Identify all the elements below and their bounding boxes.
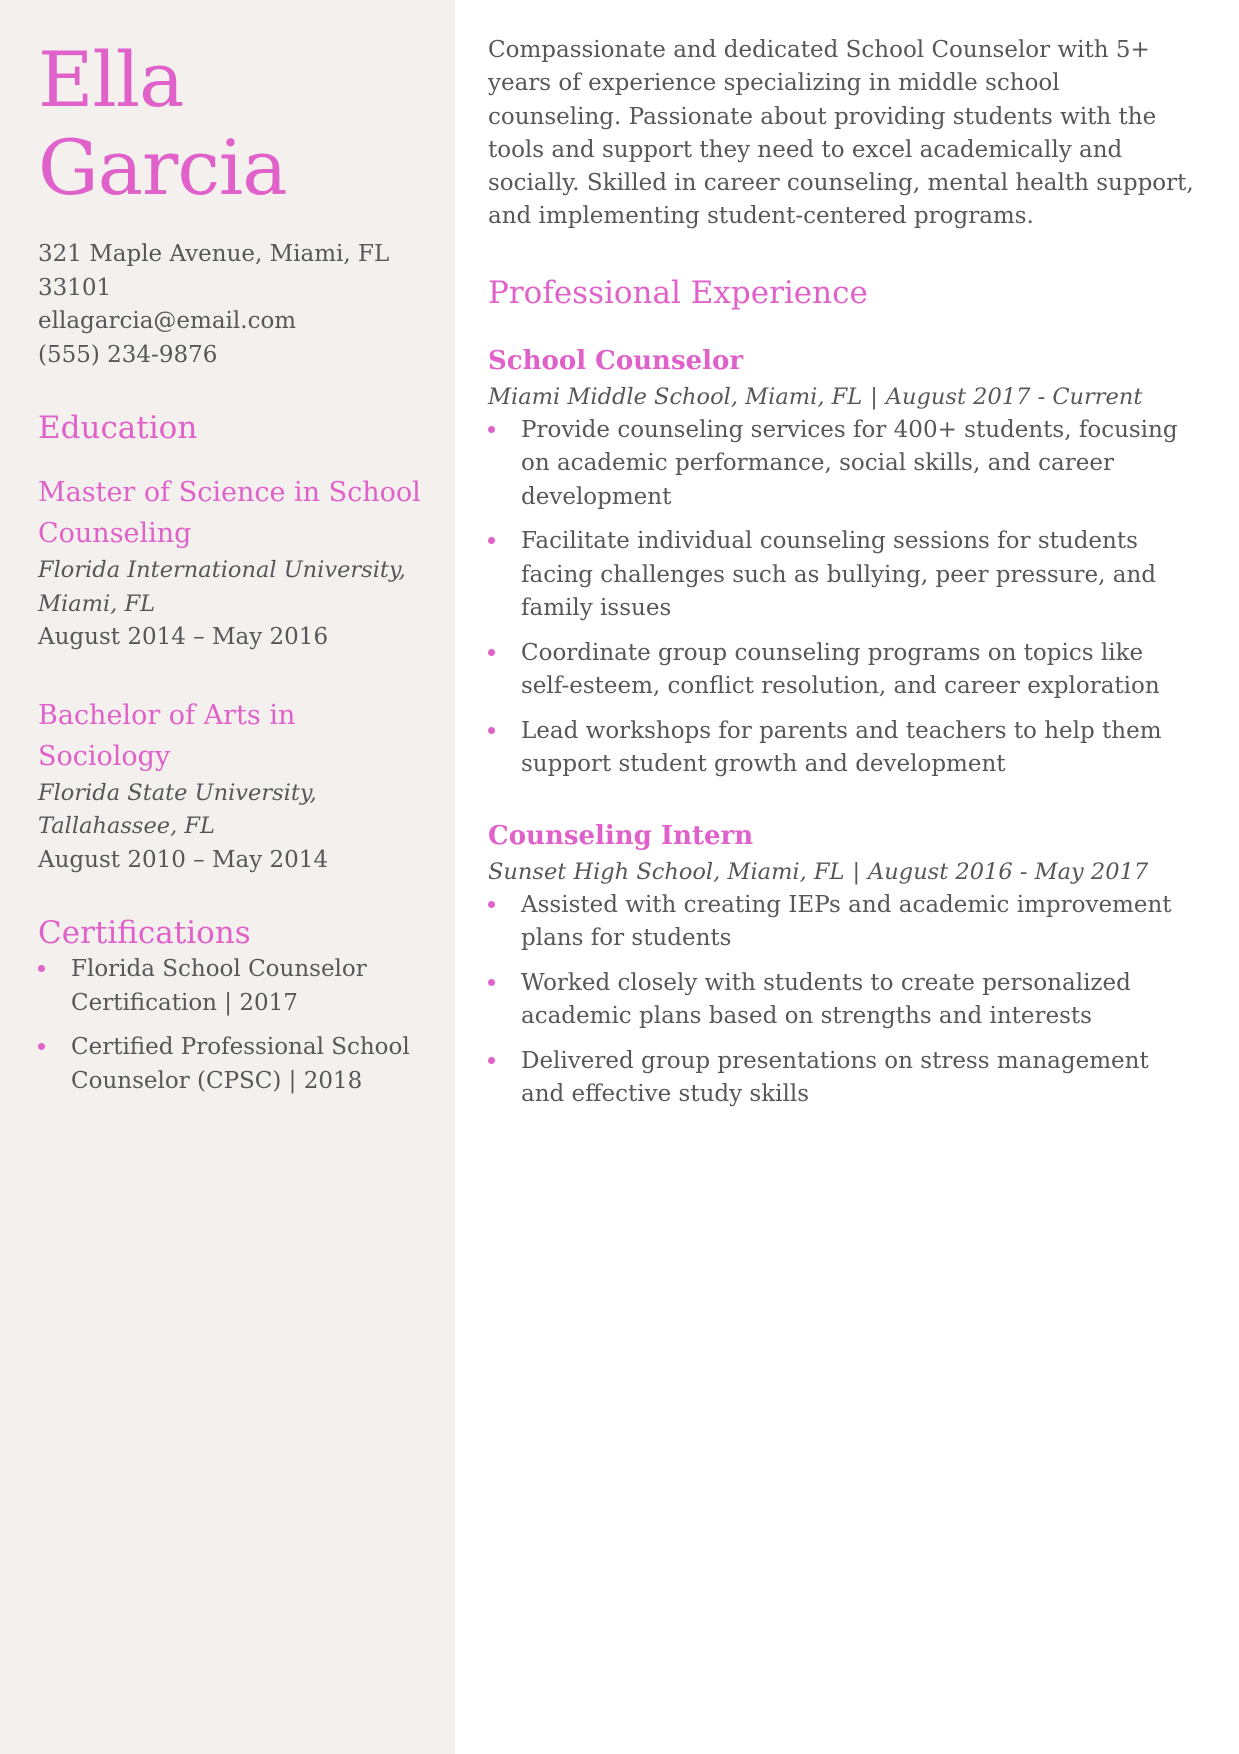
job-title: School Counselor [488,345,744,376]
bullet-icon [488,649,495,656]
first-name: Ella [38,35,184,124]
degree: Master of Science in School Counseling [38,477,421,549]
job-entry [488,343,1198,782]
job-bullet-text: Assisted with creating IEPs and academic improvement plans for students [521,891,1172,952]
education-entry [38,695,425,878]
certification-text: Florida School Counselor Certification | 2017 [71,956,367,1016]
job-bullets [488,414,1198,782]
bullet-icon [488,1057,495,1064]
job-bullet [488,1045,1198,1112]
job-bullet [488,637,1198,704]
job-bullet-text: Coordinate group counseling programs on topics like self-esteem, conflict resolution, and career exploration [521,639,1160,700]
main-column [488,0,1198,1754]
job-bullets [488,889,1198,1112]
certification-text: Certified Professional School Counselor (CPSC) | 2018 [71,1034,410,1094]
certifications-list [38,953,425,1098]
education-heading: Education [38,410,198,446]
sidebar [0,0,455,1754]
job-meta [488,381,1198,414]
education-entry [38,472,425,655]
job-meta [488,856,1198,889]
job-dates: August 2017 - Current [885,383,1143,410]
education-dates: August 2014 – May 2016 [38,624,329,650]
separator: | [852,858,861,885]
bullet-icon [38,965,45,972]
summary: Compassionate and dedicated School Counselor with 5+ years of experience specializing in middle school counseling. Passionate about providing students with the tools and support they need to excel academically and socially. Skilled in career counseling, mental health support, and implementing student-centered programs. [488,37,1194,230]
phone: (555) 234-9876 [38,341,218,368]
job-bullet-text: Facilitate individual counseling sessions for students facing challenges such as bullying, peer pressure, and family issues [521,528,1156,622]
education-dates: August 2010 – May 2014 [38,846,329,873]
employer: Sunset High School, Miami, FL [488,858,845,885]
bullet-icon [488,727,495,734]
job-bullet [488,715,1198,782]
job-dates: August 2016 - May 2017 [868,858,1149,885]
experience-heading: Professional Experience [488,274,868,311]
job-entry [488,818,1198,1112]
job-bullet-text: Worked closely with students to create personalized academic plans based on strengths and interests [521,969,1131,1030]
job-bullet [488,967,1198,1034]
email: ellagarcia@email.com [38,308,297,334]
certifications-heading: Certifications [38,915,251,951]
bullet-icon [488,901,495,908]
bullet-icon [38,1043,45,1050]
job-bullet-text: Provide counseling services for 400+ students, focusing on academic performance, social skills, and career development [521,416,1178,510]
job-bullet [488,414,1198,515]
last-name: Garcia [38,123,287,212]
bullet-icon [488,979,495,986]
bullet-icon [488,537,495,544]
address-line-1: 321 Maple Avenue, Miami, FL [38,241,390,267]
school: Florida International University, Miami, FL [38,557,406,617]
separator: | [870,383,878,410]
certification-item [38,953,425,1020]
school: Florida State University, Tallahassee, FL [38,779,317,839]
contact-block [38,238,425,372]
employer: Miami Middle School, Miami, FL [488,383,863,410]
candidate-name [38,36,425,212]
bullet-icon [488,426,495,433]
job-bullet [488,889,1198,956]
job-bullet [488,525,1198,626]
address-line-2: 33101 [38,274,112,301]
job-title: Counseling Intern [488,820,754,851]
job-bullet-text: Lead workshops for parents and teachers to help them support student growth and development [521,717,1162,778]
degree: Bachelor of Arts in Sociology [38,699,296,772]
certification-item [38,1031,425,1098]
job-bullet-text: Delivered group presentations on stress management and effective study skills [521,1047,1149,1108]
